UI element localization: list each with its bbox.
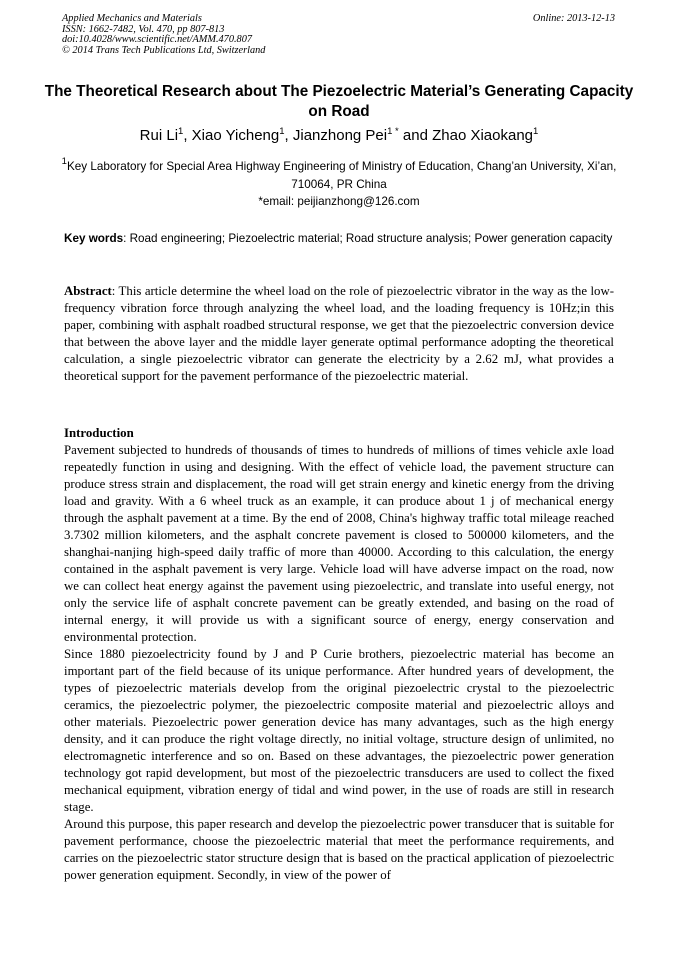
keywords-paragraph	[64, 230, 614, 247]
journal-header	[62, 14, 615, 56]
keywords-text: : Road engineering; Piezoelectric material; Road structure analysis; Power generation capacity	[123, 232, 613, 245]
introduction-heading: Introduction	[64, 426, 134, 440]
affiliation-mark: 1	[61, 156, 67, 167]
journal-name: Applied Mechanics and Materials	[62, 13, 202, 24]
author-name: Rui Li	[139, 127, 179, 144]
copyright-line: © 2014 Trans Tech Publications Ltd, Switzerland	[62, 44, 266, 56]
paper-title: The Theoretical Research about The Piezoelectric Material’s Generating Capacity on Road	[44, 83, 634, 120]
corresponding-email: *email: peijianzhong@126.com	[258, 195, 420, 209]
introduction-body	[64, 442, 614, 884]
author-affiliation-mark: 1	[533, 126, 539, 137]
affiliation-block	[56, 158, 622, 211]
author-affiliation-mark: 1	[279, 126, 285, 137]
abstract-label: Abstract	[64, 284, 112, 298]
author-affiliation-mark: 1 *	[387, 126, 399, 137]
online-date: Online: 2013-12-13	[532, 13, 615, 24]
author-affiliation-mark: 1	[178, 126, 184, 137]
abstract-paragraph	[64, 283, 614, 385]
author-list	[40, 126, 638, 148]
issn-line: ISSN: 1662-7482, Vol. 470, pp 807-813	[62, 23, 225, 35]
affiliation-line	[56, 158, 622, 193]
introduction-paragraph-2: Since 1880 piezoelectricity found by J and P Curie brothers, piezoelectric material has become an important part of the field because of its unique performance. After hundred years of development, the types of piezoelectric materials develop from the original piezoelectric crystal to the piezoelectric ceramics, the piezoelectric polymer, the piezoelectric composite material and piezoelectric alloys and other materials. Piezoelectric power generation device has many advantages, such as the high energy density, and it can produce the right voltage directly, no initial voltage, structure design of unlimited, no electromagnetic interference and so on. Based on these advantages, the piezoelectric power generation technology got rapid development, but most of the piezoelectric transducers are used to collect the fixed mechanical equipment, vibration energy of tidal and wind power, in the use of roads are still in research stage.	[64, 647, 614, 814]
introduction-paragraph-3: Around this purpose, this paper research and develop the piezoelectric power transducer that is suitable for pavement performance, choose the piezoelectric material that meet the performance requirements, and carries on the piezoelectric stator structure design that is based on the practical application of piezoelectric power generation equipment. Secondly, in view of the power of	[64, 817, 614, 882]
abstract-text: : This article determine the wheel load on the role of piezoelectric vibrator in the way as the low-frequency vibration force through analyzing the wheel load, and the loading frequency is 10Hz;in this paper, combining with asphalt roadbed structural response, we get that the piezoelectric conversion device that between the above layer and the middle layer generate optimal performance adopting the theoretical calculation, a single piezoelectric vibrator can generate the electricity by a 2.62 mJ, what provides a theoretical support for the pavement performance of the piezoelectric material.	[64, 284, 614, 383]
author-name: , Jianzhong Pei	[284, 127, 388, 144]
author-name: and Zhao Xiaokang	[398, 127, 534, 144]
keywords-label: Key words	[64, 232, 124, 245]
introduction-paragraph-1: Pavement subjected to hundreds of thousands of times to hundreds of millions of times vehicle axle load repeatedly function in using and designing. With the effect of vehicle load, the pavement structure can produce stress strain and displacement, the road will get strain energy and kinetic energy from the driving load and gravity. With a 6 wheel truck as an example, it can produce about 1 j of mechanical energy through the asphalt pavement at a time. By the end of 2008, China's highway traffic total mileage reached 3.7302 million kilometers, and the asphalt concrete pavement is closed to 500000 kilometers, and the shanghai-nanjing high-speed daily traffic of more than 40000. According to this calculation, the energy contained in the asphalt pavement is very large. Vehicle load will have adverse impact on the road, now we can collect heat energy against the pavement using piezoelectric, and translate into useful energy, not only the service life of asphalt concrete pavement can be greatly extended, and basing on the road of internal energy, it will provide us with a significant source of energy, energy conservation and environmental protection.	[64, 443, 614, 644]
affiliation-text: Key Laboratory for Special Area Highway Engineering of Ministry of Education, Chang’an University, Xi’an, 710064, PR China	[66, 160, 617, 192]
doi-line: doi:10.4028/www.scientific.net/AMM.470.807	[62, 34, 252, 46]
author-name: , Xiao Yicheng	[183, 127, 280, 144]
